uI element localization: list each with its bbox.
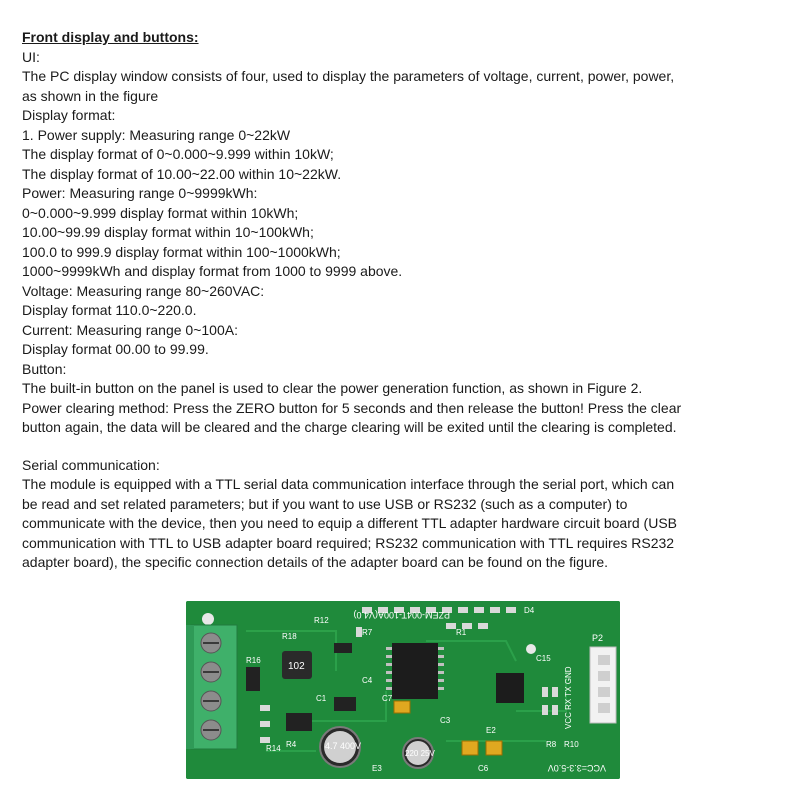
component-ref-label: D4 bbox=[524, 606, 535, 615]
smd-chip bbox=[246, 667, 260, 691]
paragraph-line: 10.00~99.99 display format within 10~100kWh; bbox=[22, 224, 314, 240]
pcb-board bbox=[186, 601, 620, 779]
component-ref-label: C3 bbox=[440, 716, 451, 725]
component-ref-label: R8 bbox=[546, 740, 557, 749]
serial-paragraph-line: Serial communication: bbox=[22, 456, 160, 473]
component-ref-label: R16 bbox=[246, 656, 261, 665]
component-ref-label: R10 bbox=[564, 740, 579, 749]
paragraph-line: Power clearing method: Press the ZERO button for 5 seconds and then release the button! Press the clear bbox=[22, 399, 682, 416]
component-ref-label: R4 bbox=[286, 740, 297, 749]
paragraph-line: UI: bbox=[22, 48, 40, 65]
display-buttons-section bbox=[22, 48, 782, 438]
paragraph-line: 1. Power supply: Measuring range 0~22kW bbox=[22, 126, 291, 143]
paragraph-line: Power: Measuring range 0~9999kWh: bbox=[22, 185, 258, 201]
paragraph-line: 100.0 to 999.9 display format within 100~1000kWh; bbox=[22, 243, 341, 260]
paragraph-line: Button: bbox=[22, 360, 67, 377]
component-ref-label: E2 bbox=[486, 726, 496, 735]
inductor-marking: 102 bbox=[288, 661, 305, 672]
paragraph-line: Voltage: Measuring range 80~260VAC: bbox=[22, 282, 265, 299]
board-model-label: PZEM-004T-100A(V4.0) bbox=[353, 610, 450, 620]
supply-voltage-label: VCC=3.3-5.0V bbox=[547, 763, 606, 773]
section-gap bbox=[22, 438, 782, 456]
paragraph-line: The built-in button on the panel is used to clear the power generation function, as shown in Figure 2. bbox=[22, 380, 643, 396]
paragraph-line: Current: Measuring range 0~100A: bbox=[22, 321, 238, 338]
header-label: P2 bbox=[592, 633, 604, 643]
mounting-hole bbox=[526, 644, 536, 654]
component-ref-label: C1 bbox=[316, 694, 327, 703]
serial-paragraph-line: adapter board), the specific connection details of the adapter board can be found on the figure. bbox=[22, 554, 609, 570]
paragraph-line: Display format 110.0~220.0. bbox=[22, 302, 197, 318]
serial-paragraph-line: communicate with the device, then you need to equip a different TTL adapter hardware circuit board (USB bbox=[22, 515, 677, 531]
component-ref-label: R1 bbox=[456, 628, 467, 637]
component-ref-label: C7 bbox=[382, 694, 393, 703]
paragraph-line: The PC display window consists of four, used to display the parameters of voltage, current, power, power, bbox=[22, 68, 675, 84]
main-ic bbox=[392, 643, 438, 699]
smd-chip bbox=[334, 643, 352, 653]
paragraph-line: 0~0.000~9.999 display format within 10kWh; bbox=[22, 204, 299, 221]
serial-paragraph-line: be read and set related parameters; but if you want to use USB or RS232 (such as a computer) to bbox=[22, 495, 628, 512]
paragraph-line: The display format of 10.00~22.00 within 10~22kW. bbox=[22, 165, 342, 182]
serial-paragraph-line: The module is equipped with a TTL serial data communication interface through the serial port, which can bbox=[22, 476, 675, 492]
component-ref-label: C6 bbox=[478, 764, 489, 773]
paragraph-line: as shown in the figure bbox=[22, 87, 159, 104]
header-pin-labels: VCC RX TX GND bbox=[564, 666, 573, 729]
component-ref-label: R7 bbox=[362, 628, 373, 637]
paragraph-line: 1000~9999kWh and display format from 1000 to 9999 above. bbox=[22, 263, 403, 279]
pcb-photo bbox=[186, 601, 620, 779]
section-heading: Front display and buttons: bbox=[22, 29, 199, 45]
component-ref-label: R14 bbox=[266, 744, 281, 753]
mounting-hole bbox=[202, 613, 214, 625]
document-body bbox=[22, 28, 782, 573]
header-connector bbox=[590, 647, 616, 723]
component-ref-label: C4 bbox=[362, 676, 373, 685]
serial-paragraph-line: communication with TTL to USB adapter board required; RS232 communication with TTL requires RS232 bbox=[22, 534, 675, 551]
paragraph-line: Display format: bbox=[22, 107, 116, 123]
paragraph-line: Display format 00.00 to 99.99. bbox=[22, 341, 209, 357]
optocoupler-ic bbox=[496, 673, 524, 703]
capacitor-small-marking: 220 25V bbox=[405, 749, 435, 758]
paragraph-line: button again, the data will be cleared and the charge clearing will be exited until the clearing is completed. bbox=[22, 419, 677, 435]
smd-chip bbox=[334, 697, 356, 711]
component-ref-label: R18 bbox=[282, 632, 297, 641]
component-ref-label: C15 bbox=[536, 654, 551, 663]
paragraph-line: The display format of 0~0.000~9.999 within 10kW; bbox=[22, 146, 334, 162]
component-ref-label: E3 bbox=[372, 764, 382, 773]
component-ref-label: R12 bbox=[314, 616, 329, 625]
capacitor-large-marking: 4.7 400V bbox=[325, 741, 362, 751]
smd-chip bbox=[286, 713, 312, 731]
pcb-illustration bbox=[186, 601, 620, 779]
serial-communication-section bbox=[22, 456, 782, 573]
screw-terminal-block bbox=[186, 625, 237, 749]
